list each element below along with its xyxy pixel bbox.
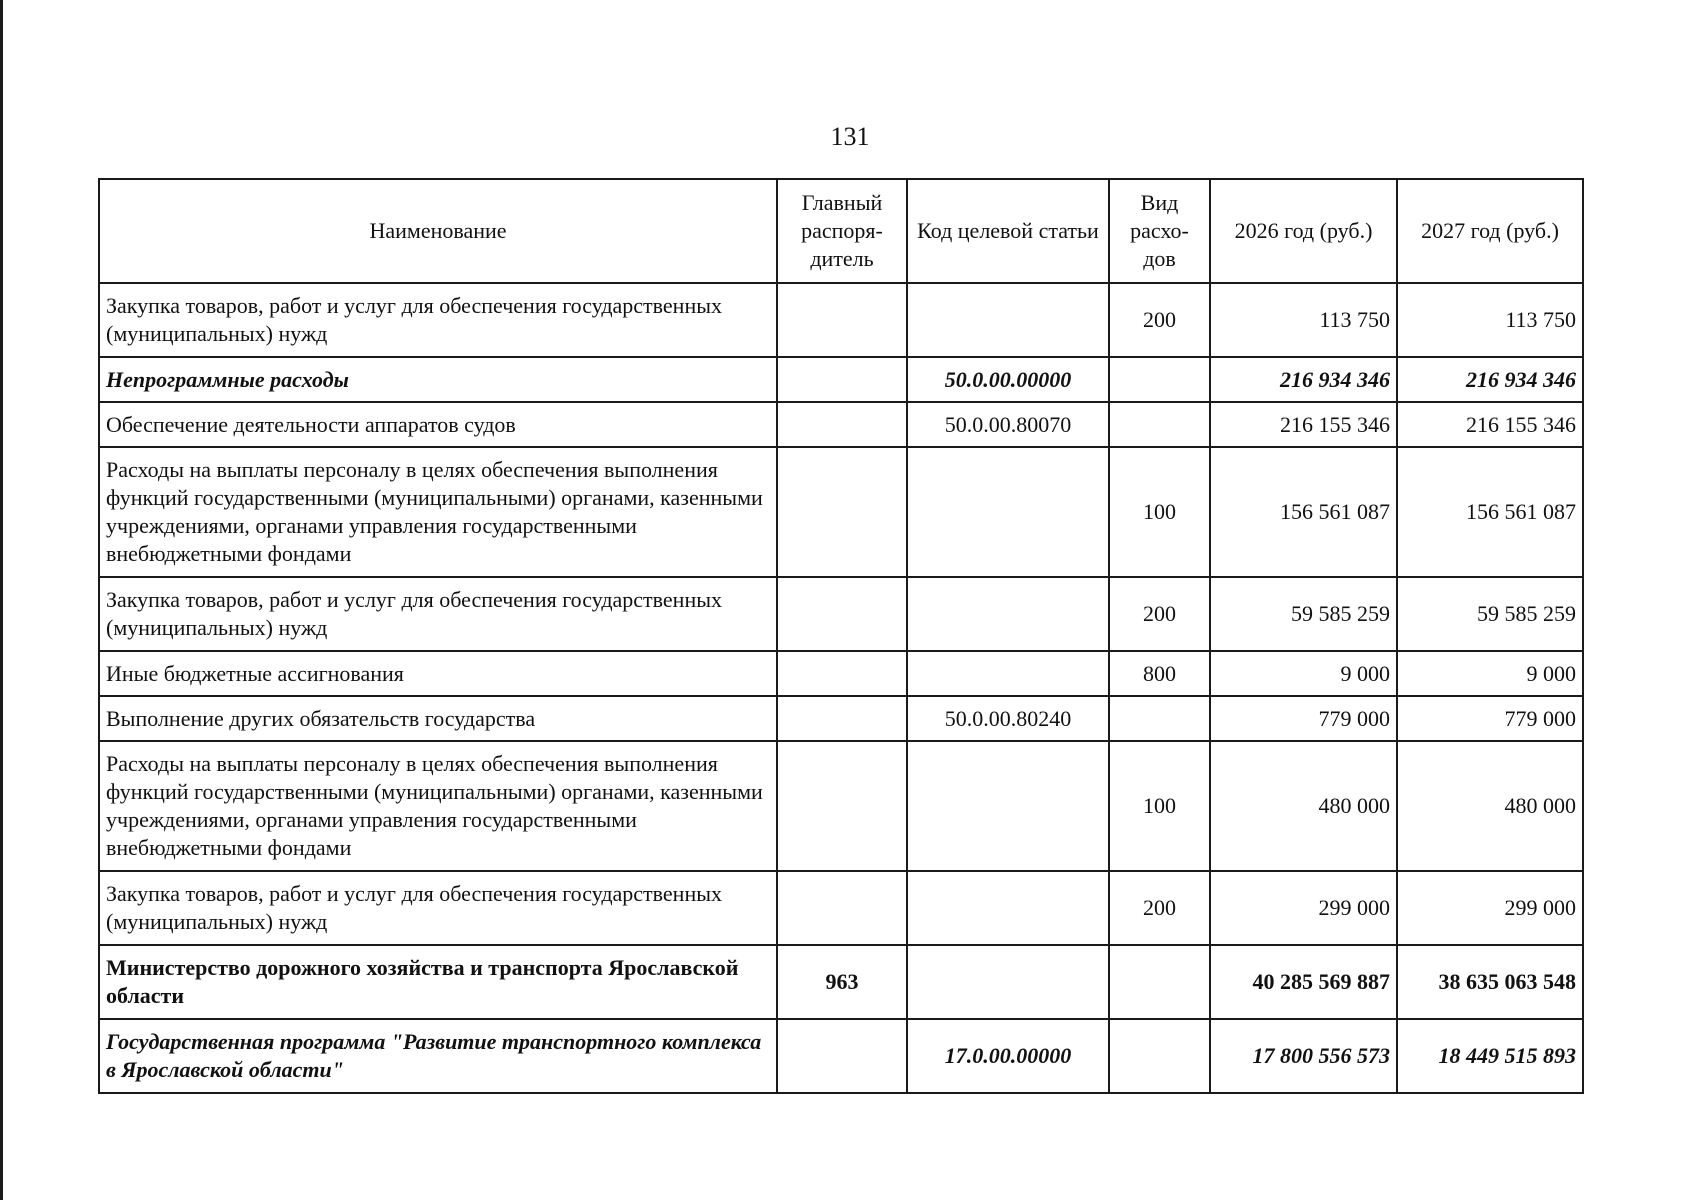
table-row	[99, 1019, 1583, 1093]
table-row	[99, 741, 1583, 871]
row-2026: 156 561 087	[1210, 447, 1397, 577]
row-expense-type: 200	[1109, 577, 1210, 651]
row-expense-type	[1109, 696, 1210, 741]
row-2026: 480 000	[1210, 741, 1397, 871]
table-row	[99, 651, 1583, 696]
row-name: Закупка товаров, работ и услуг для обеспечения государственных (муниципальных) нужд	[99, 577, 777, 651]
row-name: Обеспечение деятельности аппаратов судов	[99, 402, 777, 447]
row-2027: 59 585 259	[1397, 577, 1583, 651]
row-manager	[777, 1019, 907, 1093]
header-code: Код целевой статьи	[907, 179, 1109, 283]
row-manager	[777, 577, 907, 651]
row-name: Расходы на выплаты персоналу в целях обеспечения выполнения функций государственными (муниципальными) органами, казенными учреждениями, органами управления государственными внебюджетными фондами	[99, 741, 777, 871]
row-manager	[777, 283, 907, 357]
row-2026: 779 000	[1210, 696, 1397, 741]
table-row	[99, 402, 1583, 447]
row-2026: 216 155 346	[1210, 402, 1397, 447]
page-number: 131	[830, 122, 870, 151]
row-manager: 963	[777, 945, 907, 1019]
row-code	[907, 577, 1109, 651]
row-2027: 216 155 346	[1397, 402, 1583, 447]
header-name: Наименование	[99, 179, 777, 283]
table-row	[99, 283, 1583, 357]
row-code	[907, 945, 1109, 1019]
row-name: Расходы на выплаты персоналу в целях обеспечения выполнения функций государственными (муниципальными) органами, казенными учреждениями, органами управления государственными внебюджетными фондами	[99, 447, 777, 577]
budget-table	[98, 178, 1584, 1094]
row-2026: 59 585 259	[1210, 577, 1397, 651]
row-manager	[777, 696, 907, 741]
page-left-edge	[0, 0, 3, 1200]
row-code: 50.0.00.80240	[907, 696, 1109, 741]
row-2027: 779 000	[1397, 696, 1583, 741]
row-code	[907, 741, 1109, 871]
row-code: 50.0.00.00000	[907, 357, 1109, 402]
row-manager	[777, 447, 907, 577]
row-expense-type	[1109, 1019, 1210, 1093]
table-row	[99, 696, 1583, 741]
row-code	[907, 283, 1109, 357]
row-expense-type	[1109, 357, 1210, 402]
row-expense-type: 200	[1109, 283, 1210, 357]
row-2027: 113 750	[1397, 283, 1583, 357]
row-2027: 38 635 063 548	[1397, 945, 1583, 1019]
header-manager: Главный распоря-дитель	[777, 179, 907, 283]
row-2026: 9 000	[1210, 651, 1397, 696]
row-manager	[777, 651, 907, 696]
row-code	[907, 871, 1109, 945]
row-2026: 299 000	[1210, 871, 1397, 945]
table-row	[99, 577, 1583, 651]
row-2027: 299 000	[1397, 871, 1583, 945]
row-2026: 40 285 569 887	[1210, 945, 1397, 1019]
row-2027: 216 934 346	[1397, 357, 1583, 402]
row-2027: 9 000	[1397, 651, 1583, 696]
row-manager	[777, 871, 907, 945]
table-row	[99, 945, 1583, 1019]
row-2026: 113 750	[1210, 283, 1397, 357]
row-2027: 18 449 515 893	[1397, 1019, 1583, 1093]
row-manager	[777, 402, 907, 447]
row-2026: 17 800 556 573	[1210, 1019, 1397, 1093]
table-row	[99, 871, 1583, 945]
row-manager	[777, 741, 907, 871]
header-2027: 2027 год (руб.)	[1397, 179, 1583, 283]
row-code	[907, 651, 1109, 696]
row-code	[907, 447, 1109, 577]
row-code: 17.0.00.00000	[907, 1019, 1109, 1093]
row-2027: 156 561 087	[1397, 447, 1583, 577]
header-2026: 2026 год (руб.)	[1210, 179, 1397, 283]
row-name: Непрограммные расходы	[99, 357, 777, 402]
row-2026: 216 934 346	[1210, 357, 1397, 402]
row-code: 50.0.00.80070	[907, 402, 1109, 447]
row-name: Иные бюджетные ассигнования	[99, 651, 777, 696]
row-name: Закупка товаров, работ и услуг для обеспечения государственных (муниципальных) нужд	[99, 871, 777, 945]
table-header-row	[99, 179, 1583, 283]
table-row	[99, 447, 1583, 577]
row-expense-type: 100	[1109, 447, 1210, 577]
row-name: Выполнение других обязательств государства	[99, 696, 777, 741]
row-manager	[777, 357, 907, 402]
row-2027: 480 000	[1397, 741, 1583, 871]
row-name: Закупка товаров, работ и услуг для обеспечения государственных (муниципальных) нужд	[99, 283, 777, 357]
row-expense-type: 100	[1109, 741, 1210, 871]
row-expense-type	[1109, 402, 1210, 447]
table-row	[99, 357, 1583, 402]
row-name: Министерство дорожного хозяйства и транспорта Ярославской области	[99, 945, 777, 1019]
row-name: Государственная программа "Развитие транспортного комплекса в Ярославской области"	[99, 1019, 777, 1093]
row-expense-type	[1109, 945, 1210, 1019]
row-expense-type: 200	[1109, 871, 1210, 945]
row-expense-type: 800	[1109, 651, 1210, 696]
header-expense-type: Вид расхо-дов	[1109, 179, 1210, 283]
